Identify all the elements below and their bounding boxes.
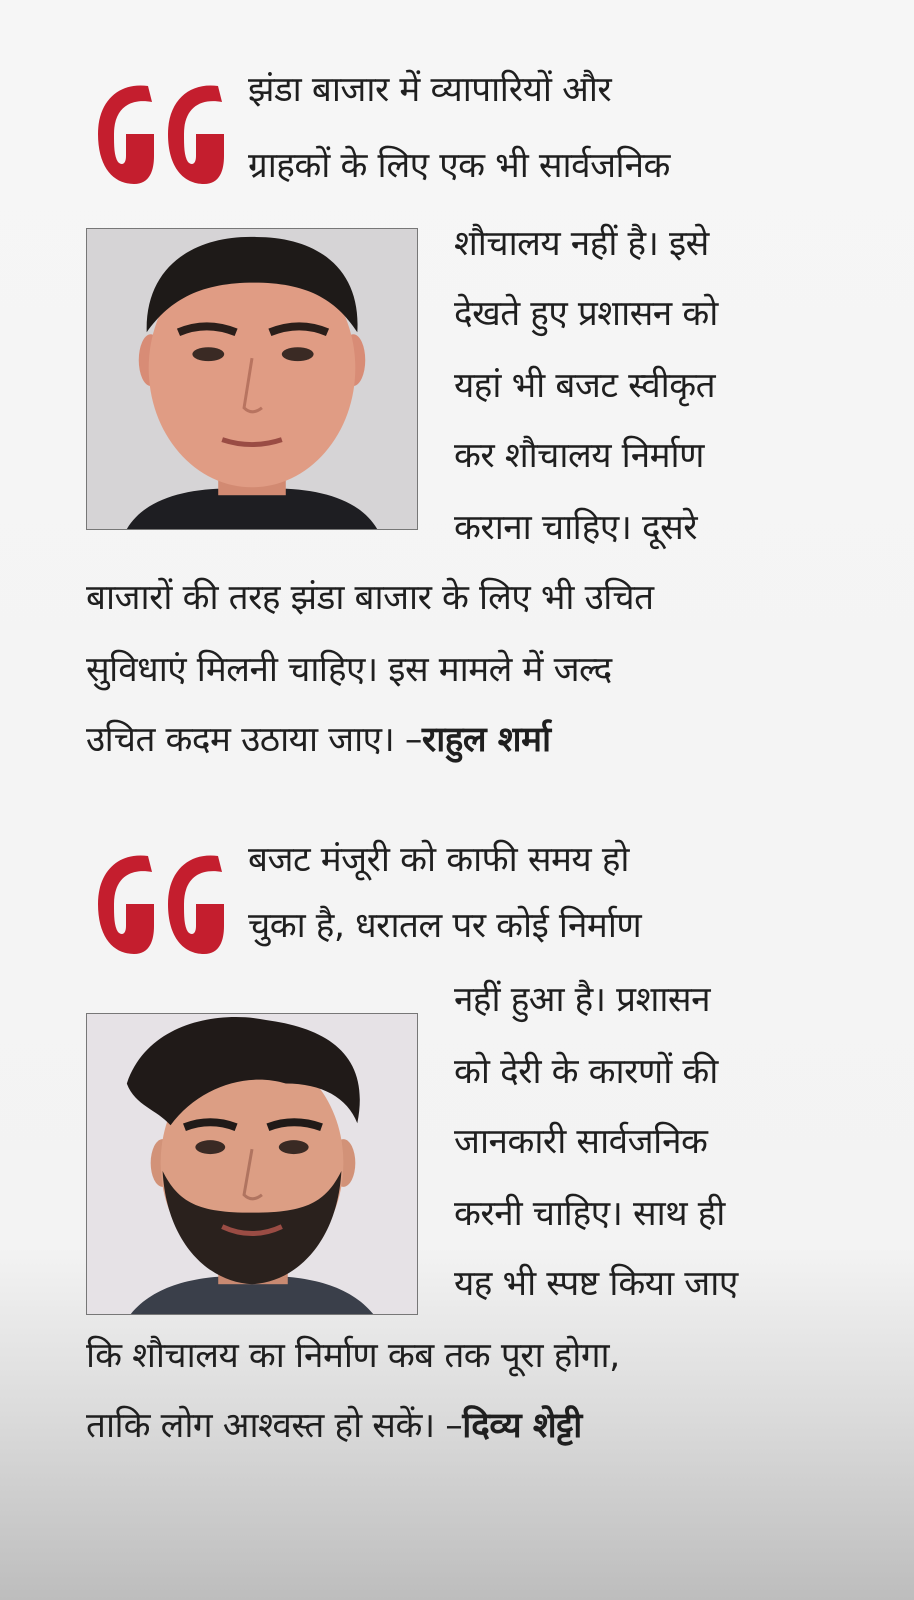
quote-line: ग्राहकों के लिए एक भी सार्वजनिक	[248, 146, 670, 186]
double-quote-icon	[90, 72, 230, 190]
quote-author: राहुल शर्मा	[421, 720, 551, 760]
portrait-photo-bearded-man	[87, 1014, 417, 1314]
quote-line: कर शौचालय निर्माण	[454, 436, 704, 476]
quote-line-signature	[86, 1404, 582, 1449]
quote-line: शौचालय नहीं है। इसे	[454, 224, 709, 264]
quote-line: कि शौचालय का निर्माण कब तक पूरा होगा,	[86, 1336, 620, 1376]
quote-line: बजट मंजूरी को काफी समय हो	[248, 840, 629, 880]
quote-line-signature	[86, 718, 551, 763]
quote-line: चुका है, धरातल पर कोई निर्माण	[248, 906, 642, 946]
double-quote-icon	[90, 842, 230, 960]
quote-line: जानकारी सार्वजनिक	[454, 1122, 708, 1162]
quote-line: यहां भी बजट स्वीकृत	[454, 366, 716, 406]
portrait-photo-man-formal	[87, 229, 417, 529]
quote-line: नहीं हुआ है। प्रशासन	[454, 980, 711, 1020]
quote-line: बाजारों की तरह झंडा बाजार के लिए भी उचित	[86, 578, 654, 618]
quote-line: करनी चाहिए। साथ ही	[454, 1194, 725, 1234]
quote-line: ताकि लोग आश्वस्त हो सकें। –	[86, 1406, 463, 1446]
quote-line: देखते हुए प्रशासन को	[454, 294, 718, 334]
portrait-photo	[86, 228, 418, 530]
quote-author: दिव्य शेट्टी	[462, 1406, 582, 1446]
quote-line: सुविधाएं मिलनी चाहिए। इस मामले में जल्द	[86, 650, 612, 690]
quote-line: यह भी स्पष्ट किया जाए	[454, 1264, 738, 1304]
quote-line: को देरी के कारणों की	[454, 1052, 718, 1092]
quote-line: झंडा बाजार में व्यापारियों और	[248, 70, 612, 110]
portrait-photo	[86, 1013, 418, 1315]
quote-line: उचित कदम उठाया जाए। –	[86, 720, 422, 760]
quote-line: कराना चाहिए। दूसरे	[454, 508, 698, 548]
